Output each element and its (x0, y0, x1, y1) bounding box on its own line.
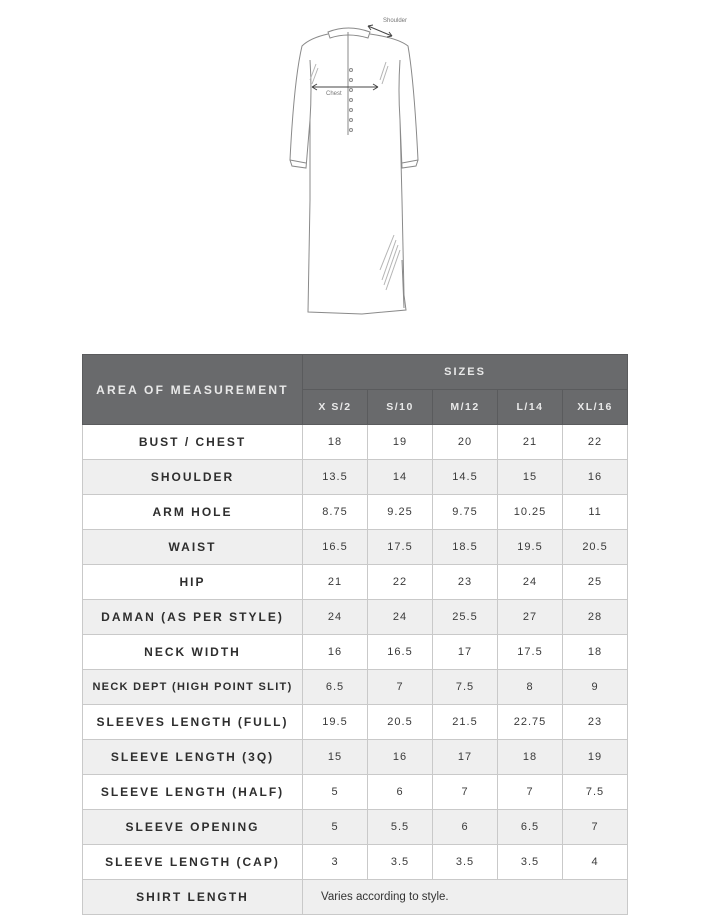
cell-value: 15 (498, 460, 563, 495)
cell-value: 7 (498, 775, 563, 810)
cell-value: 6 (368, 775, 433, 810)
cell-value: 20.5 (368, 705, 433, 740)
row-label: WAIST (83, 530, 303, 565)
table-row (83, 495, 628, 530)
size-chart-table (82, 354, 628, 915)
row-label: HIP (83, 565, 303, 600)
row-label: SLEEVE LENGTH (HALF) (83, 775, 303, 810)
cell-value: 4 (563, 845, 628, 880)
cell-value: 6 (433, 810, 498, 845)
table-row (83, 530, 628, 565)
cell-value: 28 (563, 600, 628, 635)
cell-value: 18 (303, 425, 368, 460)
cell-value: 5.5 (368, 810, 433, 845)
table-row (83, 635, 628, 670)
row-label: SLEEVE LENGTH (3Q) (83, 740, 303, 775)
cell-value: 17.5 (368, 530, 433, 565)
size-header-m: M/12 (433, 390, 498, 425)
cell-value: 17 (433, 635, 498, 670)
cell-value: 3 (303, 845, 368, 880)
cell-value: 9 (563, 670, 628, 705)
cell-value: 6.5 (303, 670, 368, 705)
table-row (83, 775, 628, 810)
cell-value: 19.5 (303, 705, 368, 740)
cell-value: 6.5 (498, 810, 563, 845)
shoulder-annotation: Shoulder (383, 18, 408, 24)
cell-value: 14 (368, 460, 433, 495)
cell-value: 21 (303, 565, 368, 600)
row-label: BUST / CHEST (83, 425, 303, 460)
table-row (83, 740, 628, 775)
row-label: SLEEVES LENGTH (FULL) (83, 705, 303, 740)
cell-value: 16 (563, 460, 628, 495)
row-label: NECK DEPT (HIGH POINT SLIT) (83, 670, 303, 705)
row-label: SHOULDER (83, 460, 303, 495)
table-row (83, 425, 628, 460)
cell-value: 7 (368, 670, 433, 705)
cell-value: 19.5 (498, 530, 563, 565)
sizes-header: SIZES (303, 355, 628, 390)
table-row (83, 810, 628, 845)
table-row (83, 460, 628, 495)
table-row (83, 565, 628, 600)
table-row (83, 600, 628, 635)
cell-value: 16.5 (368, 635, 433, 670)
chest-annotation: Chest (326, 91, 342, 97)
cell-value: 8.75 (303, 495, 368, 530)
size-header-xl: XL/16 (563, 390, 628, 425)
table-row (83, 845, 628, 880)
cell-value: 25 (563, 565, 628, 600)
size-header-s: S/10 (368, 390, 433, 425)
kurta-illustration (270, 0, 440, 320)
cell-value: 21.5 (433, 705, 498, 740)
cell-value: 5 (303, 775, 368, 810)
cell-value: 16.5 (303, 530, 368, 565)
cell-value: 23 (433, 565, 498, 600)
cell-value: 7.5 (433, 670, 498, 705)
row-label: SHIRT LENGTH (83, 880, 303, 915)
cell-value: 8 (498, 670, 563, 705)
shirt-length-note: Varies according to style. (303, 880, 628, 915)
cell-value: 13.5 (303, 460, 368, 495)
cell-value: 14.5 (433, 460, 498, 495)
cell-value: 24 (303, 600, 368, 635)
table-row-shirt-length (83, 880, 628, 915)
cell-value: 23 (563, 705, 628, 740)
table-row (83, 705, 628, 740)
cell-value: 15 (303, 740, 368, 775)
size-header-l: L/14 (498, 390, 563, 425)
row-label: SLEEVE LENGTH (CAP) (83, 845, 303, 880)
cell-value: 5 (303, 810, 368, 845)
cell-value: 24 (368, 600, 433, 635)
cell-value: 18 (498, 740, 563, 775)
cell-value: 17.5 (498, 635, 563, 670)
table-row (83, 670, 628, 705)
cell-value: 17 (433, 740, 498, 775)
row-label: SLEEVE OPENING (83, 810, 303, 845)
cell-value: 10.25 (498, 495, 563, 530)
cell-value: 27 (498, 600, 563, 635)
cell-value: 22 (368, 565, 433, 600)
row-label: ARM HOLE (83, 495, 303, 530)
cell-value: 18.5 (433, 530, 498, 565)
cell-value: 3.5 (433, 845, 498, 880)
cell-value: 3.5 (498, 845, 563, 880)
cell-value: 11 (563, 495, 628, 530)
cell-value: 22 (563, 425, 628, 460)
cell-value: 7 (433, 775, 498, 810)
cell-value: 9.75 (433, 495, 498, 530)
area-of-measurement-header: AREA OF MEASUREMENT (83, 355, 303, 425)
cell-value: 22.75 (498, 705, 563, 740)
cell-value: 16 (303, 635, 368, 670)
row-label: DAMAN (AS PER STYLE) (83, 600, 303, 635)
cell-value: 24 (498, 565, 563, 600)
cell-value: 20.5 (563, 530, 628, 565)
row-label: NECK WIDTH (83, 635, 303, 670)
cell-value: 25.5 (433, 600, 498, 635)
cell-value: 3.5 (368, 845, 433, 880)
cell-value: 9.25 (368, 495, 433, 530)
cell-value: 7.5 (563, 775, 628, 810)
cell-value: 19 (563, 740, 628, 775)
cell-value: 19 (368, 425, 433, 460)
cell-value: 21 (498, 425, 563, 460)
cell-value: 16 (368, 740, 433, 775)
size-header-xs: X S/2 (303, 390, 368, 425)
cell-value: 7 (563, 810, 628, 845)
cell-value: 18 (563, 635, 628, 670)
cell-value: 20 (433, 425, 498, 460)
